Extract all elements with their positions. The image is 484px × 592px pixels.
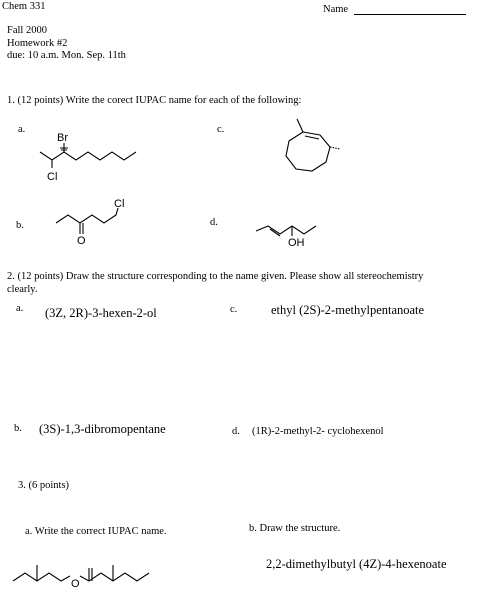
q2-label-b: b. [14, 423, 22, 434]
q3-part-a: a. Write the correct IUPAC name. [25, 526, 167, 537]
q2-label-c: c. [230, 304, 238, 315]
term: Fall 2000 [7, 25, 47, 36]
q2-label-d: d. [232, 426, 240, 437]
q3-prompt: 3. (6 points) [18, 480, 70, 491]
q1-label-a: a. [18, 124, 26, 135]
atom-cl: Cl [47, 171, 58, 183]
q1-label-b: b. [16, 220, 24, 231]
q2-name-d: (1R)-2-methyl-2- cyclohexenol [252, 426, 384, 437]
q2-label-a: a. [16, 303, 24, 314]
q2-name-a: (3Z, 2R)-3-hexen-2-ol [45, 306, 157, 320]
q2-prompt-line2: clearly. [7, 284, 38, 295]
assignment: Homework #2 [7, 38, 68, 49]
q2-prompt-line1: 2. (12 points) Draw the structure corresponding to the name given. Please show all stereochemistry [7, 271, 424, 282]
atom-cl-2: Cl [114, 198, 125, 210]
q1-label-d: d. [210, 217, 218, 228]
atom-o: O [77, 235, 86, 247]
q1-label-c: c. [217, 124, 225, 135]
q2-name-c: ethyl (2S)-2-methylpentanoate [271, 303, 425, 317]
q3-part-b: b. Draw the structure. [249, 523, 341, 534]
name-label: Name [323, 4, 349, 15]
course-title: Chem 331 [2, 1, 46, 12]
q1-prompt: 1. (12 points) Write the corect IUPAC name for each of the following: [7, 95, 302, 106]
atom-oh: OH [288, 237, 305, 249]
q3-name-b: 2,2-dimethylbutyl (4Z)-4-hexenoate [266, 557, 447, 571]
atom-br: Br [57, 132, 68, 144]
atom-o-ester: O [71, 578, 80, 590]
q2-name-b: (3S)-1,3-dibromopentane [39, 422, 166, 436]
due-date: due: 10 a.m. Mon. Sep. 11th [7, 50, 126, 61]
